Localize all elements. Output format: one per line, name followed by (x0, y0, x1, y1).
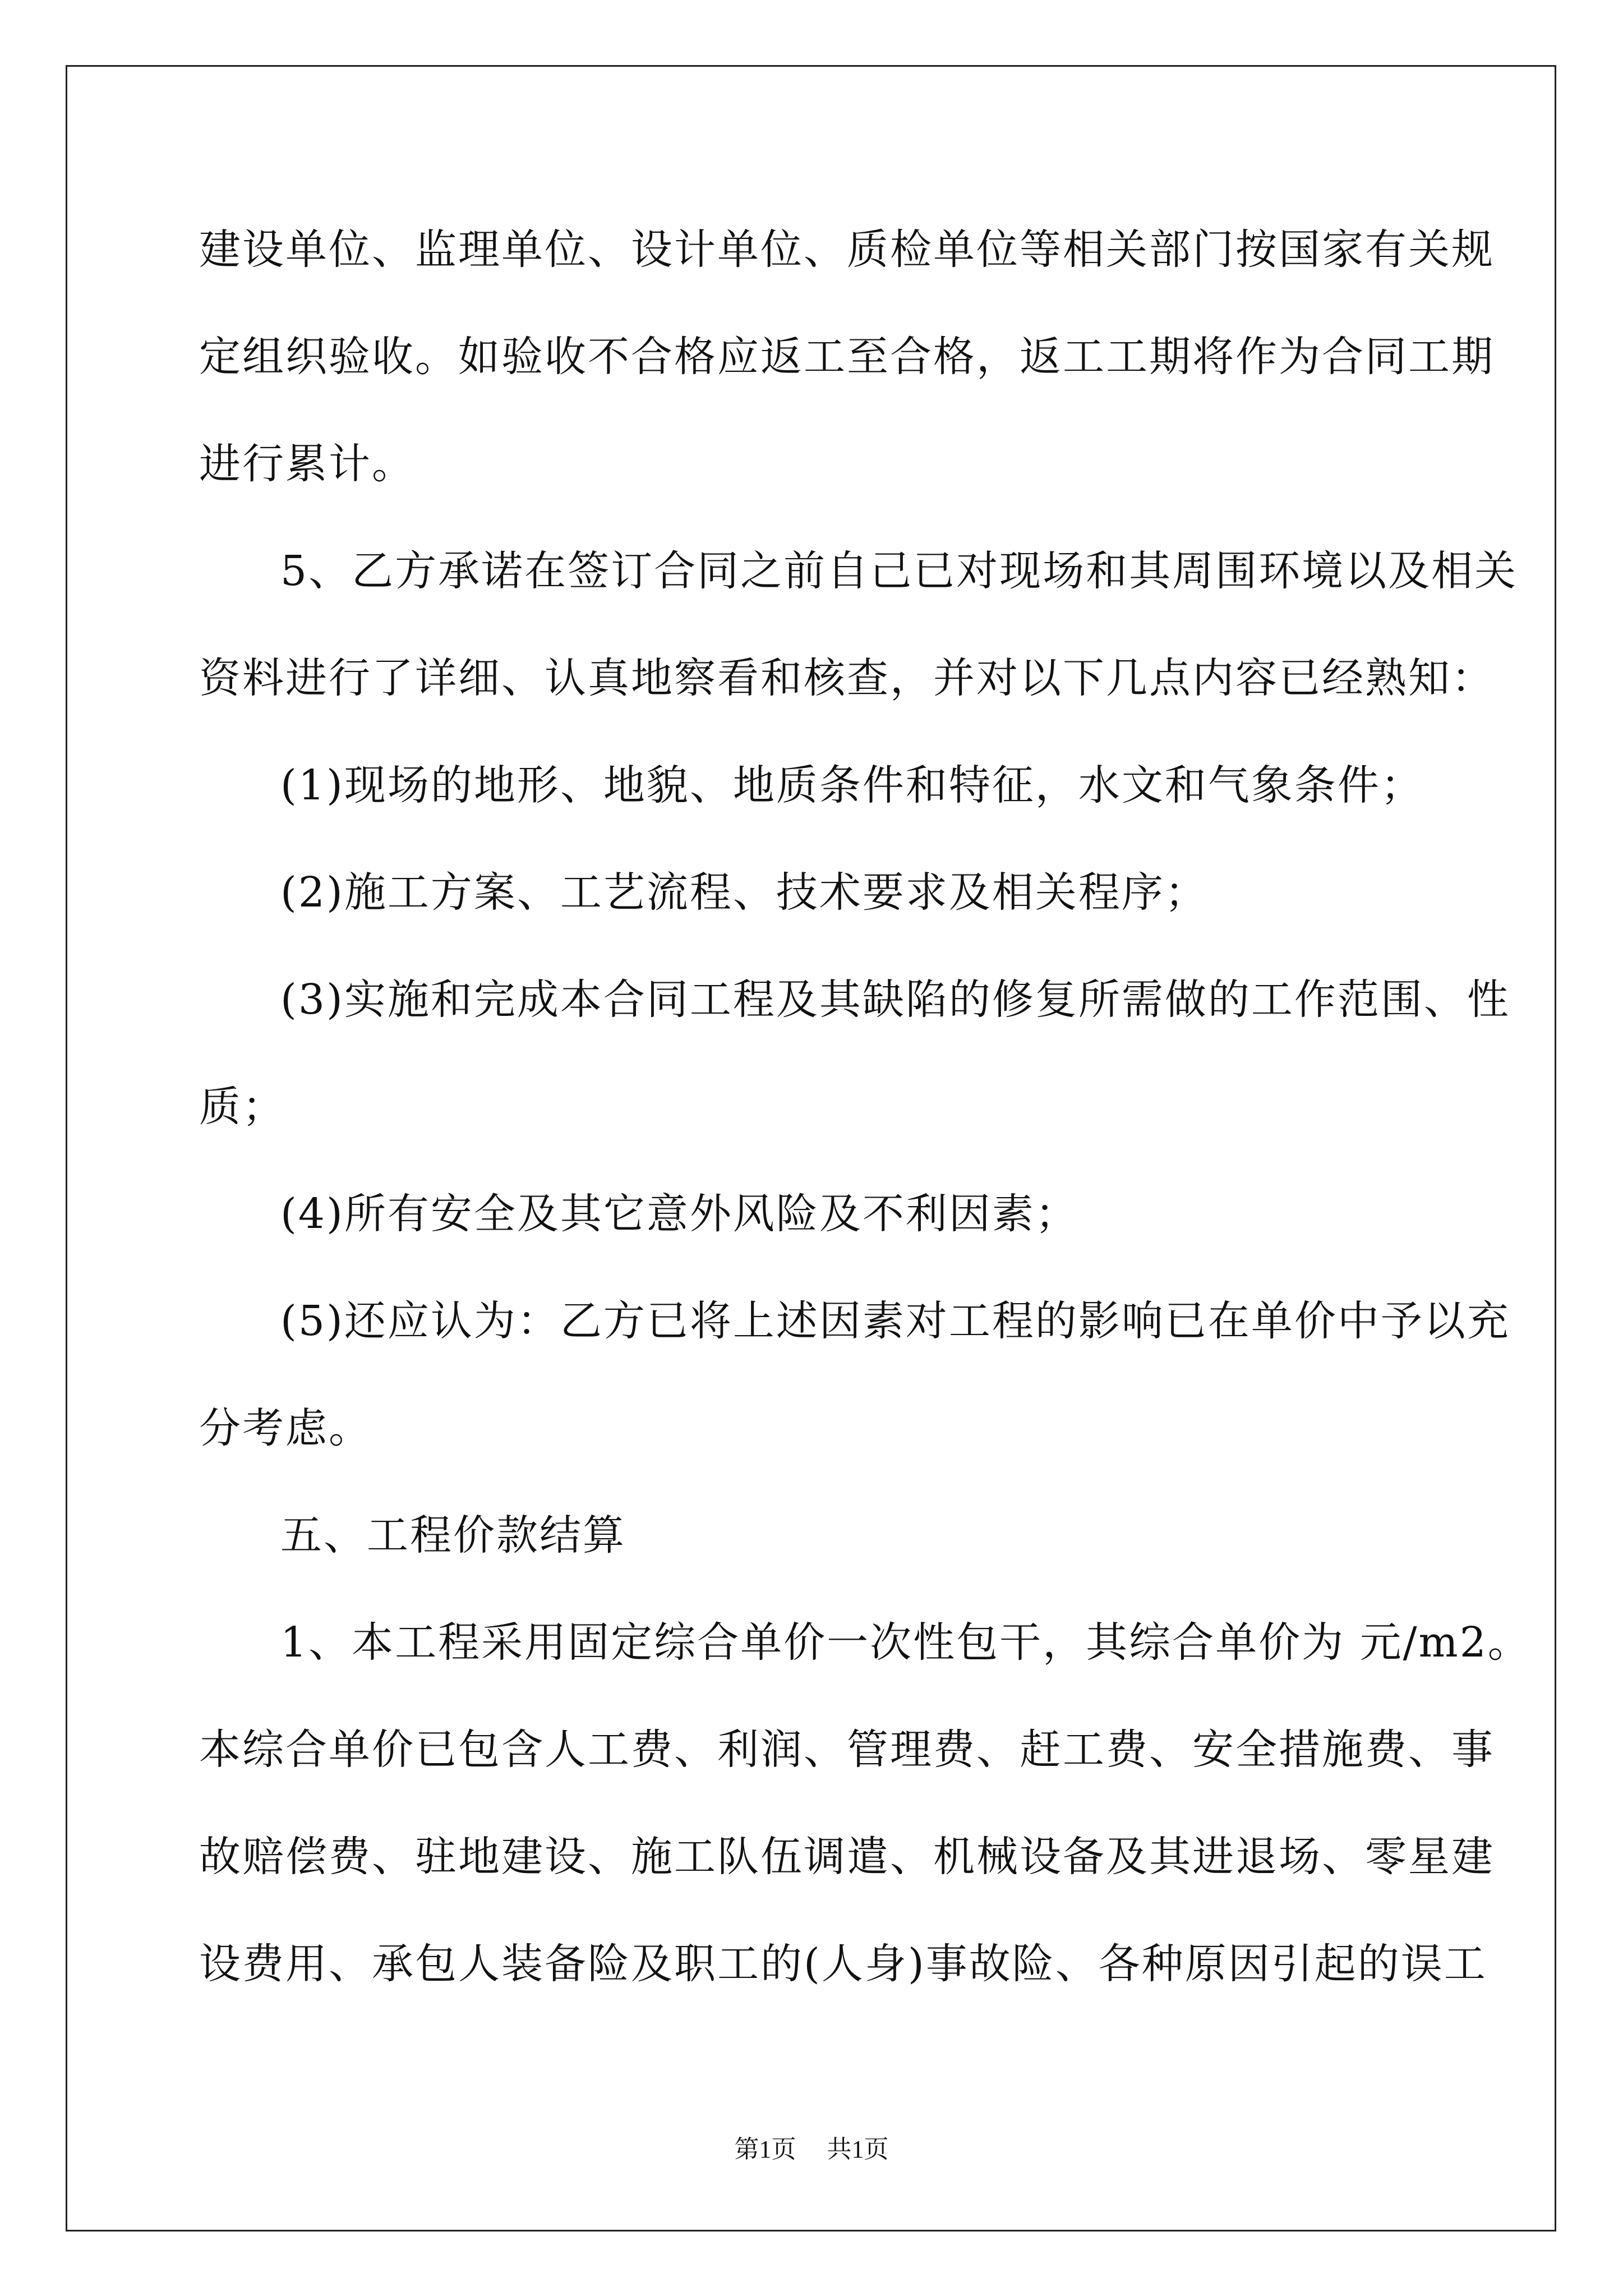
body-text-line: 设费用、承包人装备险及职工的(人身)事故险、各种原因引起的误工 (199, 1940, 1487, 1988)
body-text-line: 建设单位、监理单位、设计单位、质检单位等相关部门按国家有关规 (199, 226, 1495, 274)
body-text-line: (3)实施和完成本合同工程及其缺陷的修复所需做的工作范围、性 (280, 976, 1510, 1024)
body-text-line: 分考虑。 (199, 1404, 372, 1452)
body-text-line: (5)还应认为：乙方已将上述因素对工程的影响已在单价中予以充 (280, 1297, 1510, 1345)
body-text-line: (1)现场的地形、地貌、地质条件和特征，水文和气象条件； (280, 761, 1424, 809)
page-number: 第1页 (734, 2136, 796, 2163)
body-text-line: 1、本工程采用固定综合单价一次性包干，其综合单价为 元/m2。 (280, 1618, 1531, 1667)
page-border (66, 65, 1556, 2231)
body-text-line: (4)所有安全及其它意外风险及不利因素； (280, 1190, 1078, 1238)
section-heading: 五、工程价款结算 (280, 1511, 626, 1559)
body-text-line: 质； (199, 1083, 285, 1131)
body-text-line: 故赔偿费、驻地建设、施工队伍调遣、机械设备及其进退场、零星建 (199, 1833, 1495, 1881)
body-text-line: 进行累计。 (199, 440, 415, 488)
body-text-line: 5、乙方承诺在签订合同之前自己已对现场和其周围环境以及相关 (280, 547, 1518, 595)
body-text-line: 资料进行了详细、认真地察看和核查，并对以下几点内容已经熟知： (199, 654, 1495, 702)
body-text-line: 定组织验收。如验收不合格应返工至合格，返工工期将作为合同工期 (199, 333, 1495, 381)
page-total: 共1页 (827, 2136, 889, 2163)
page-footer (0, 2137, 1623, 2162)
body-text-line: 本综合单价已包含人工费、利润、管理费、赶工费、安全措施费、事 (199, 1726, 1495, 1774)
body-text-line: (2)施工方案、工艺流程、技术要求及相关程序； (280, 868, 1208, 917)
